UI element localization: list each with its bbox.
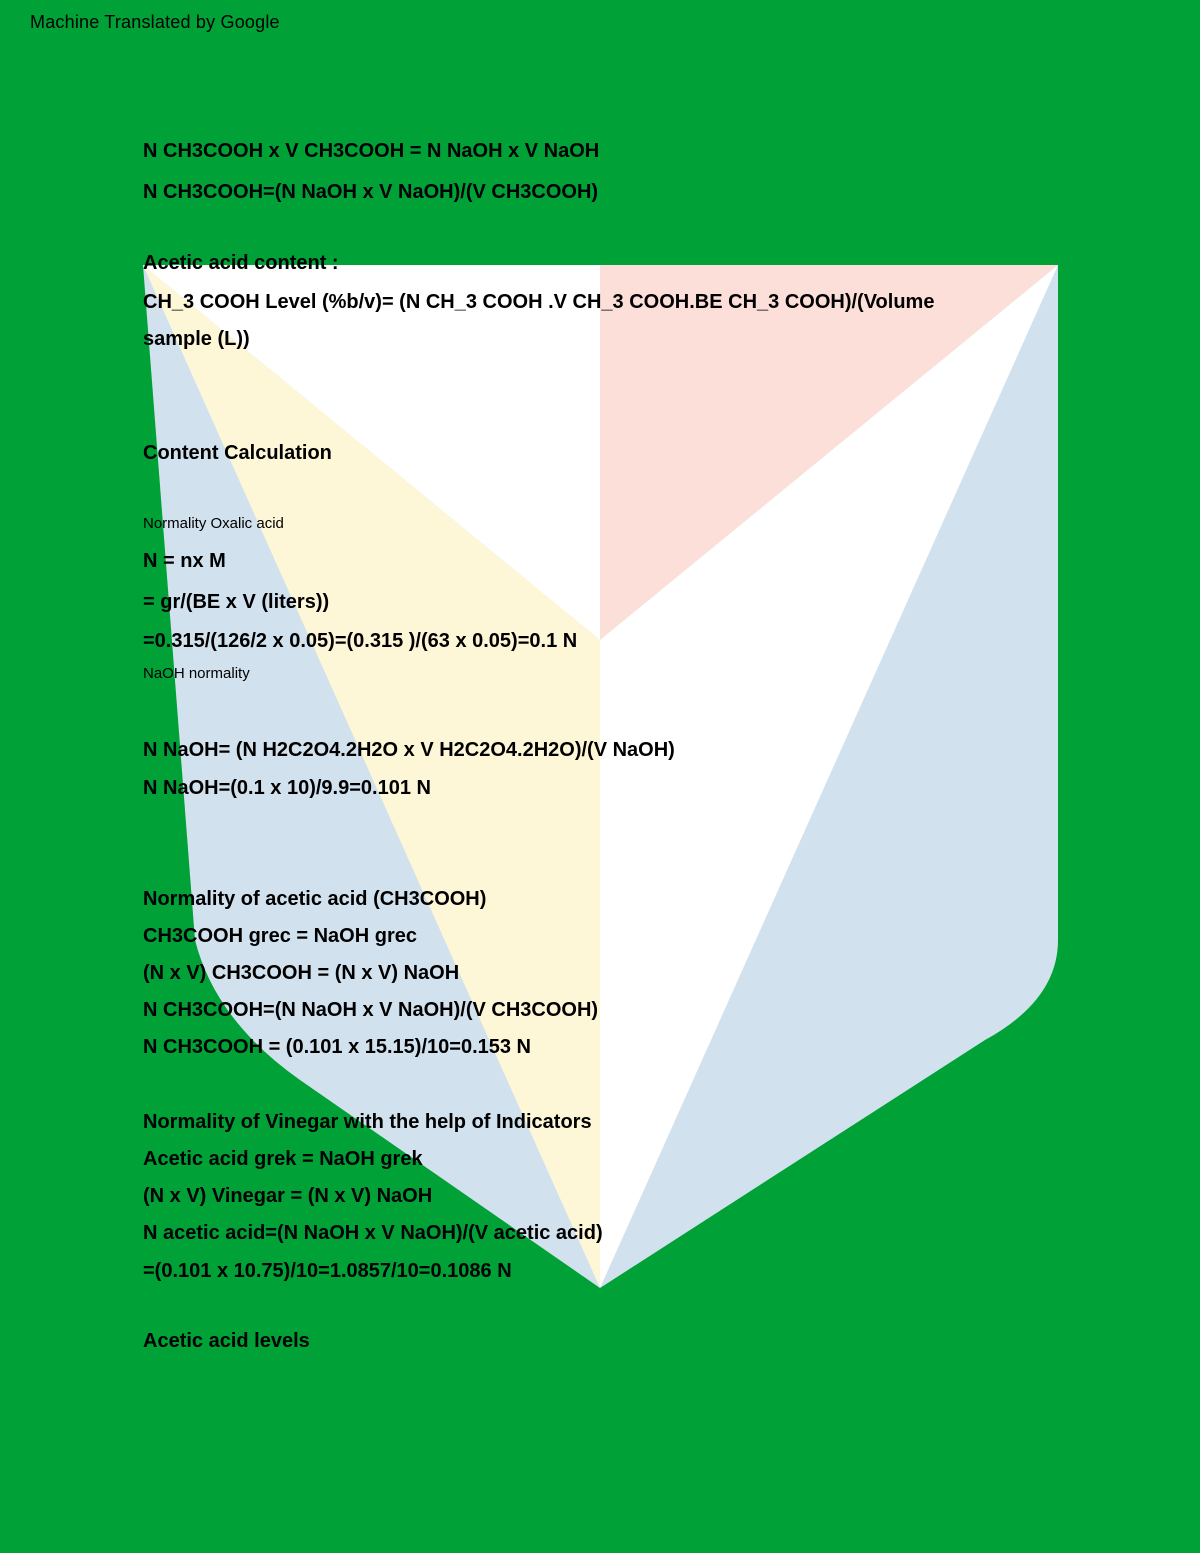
section-heading: Normality of acetic acid (CH3COOH) <box>143 888 487 910</box>
formula-line: N CH3COOH x V CH3COOH = N NaOH x V NaOH <box>143 140 600 162</box>
formula-line: N acetic acid=(N NaOH x V NaOH)/(V acetic acid) <box>143 1222 603 1244</box>
formula-line: CH3COOH grec = NaOH grec <box>143 925 417 947</box>
machine-translated-banner: Machine Translated by Google <box>30 12 280 32</box>
formula-line: = gr/(BE x V (liters)) <box>143 591 330 613</box>
formula-line: Acetic acid grek = NaOH grek <box>143 1148 423 1170</box>
formula-line: N CH3COOH=(N NaOH x V NaOH)/(V CH3COOH) <box>143 181 599 203</box>
formula-line: N CH3COOH = (0.101 x 15.15)/10=0.153 N <box>143 1036 531 1058</box>
formula-line: (N x V) CH3COOH = (N x V) NaOH <box>143 962 460 984</box>
sub-label: NaOH normality <box>143 665 250 682</box>
formula-line: =0.315/(126/2 x 0.05)=(0.315 )/(63 x 0.05)=0.1 N <box>143 630 578 652</box>
formula-paragraph: CH_3 COOH Level (%b/v)= (N CH_3 COOH .V CH_3 COOH.BE CH_3 COOH)/(Volume sample (L)) <box>143 291 935 350</box>
formula-line: =(0.101 x 10.75)/10=1.0857/10=0.1086 N <box>143 1260 512 1282</box>
sub-label: Normality Oxalic acid <box>143 515 284 532</box>
section-heading: Content Calculation <box>143 442 332 464</box>
formula-line: N CH3COOH=(N NaOH x V NaOH)/(V CH3COOH) <box>143 999 599 1021</box>
formula-line: N NaOH= (N H2C2O4.2H2O x V H2C2O4.2H2O)/(V NaOH) <box>143 739 675 761</box>
formula-line: N NaOH=(0.1 x 10)/9.9=0.101 N <box>143 777 431 799</box>
formula-line: (N x V) Vinegar = (N x V) NaOH <box>143 1185 433 1207</box>
section-heading: Acetic acid levels <box>143 1330 310 1352</box>
section-heading: Acetic acid content : <box>143 252 339 274</box>
formula-line: N = nx M <box>143 550 226 572</box>
section-heading: Normality of Vinegar with the help of Indicators <box>143 1111 592 1133</box>
